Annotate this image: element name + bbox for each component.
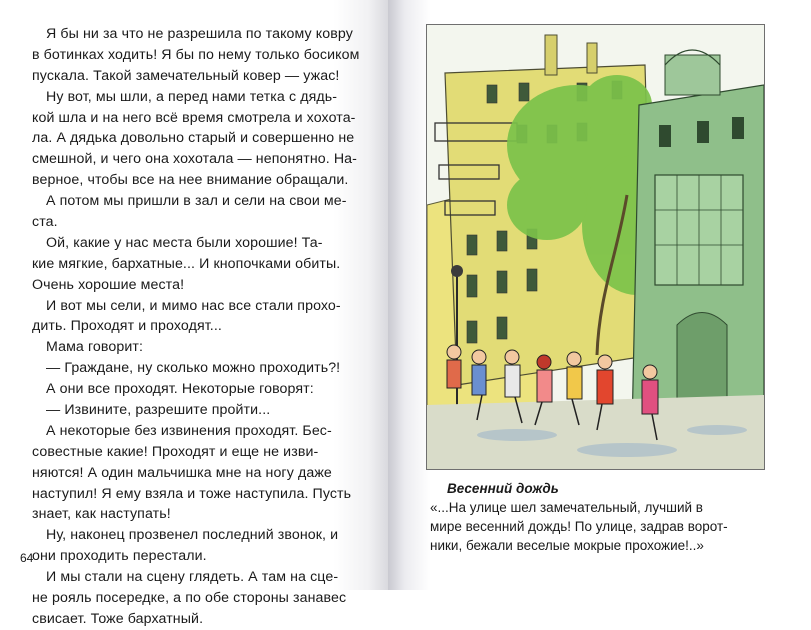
street-scene-drawing [427, 25, 764, 469]
text-line: Очень хорошие места! [32, 276, 185, 293]
text-line: кой шла и на него всё время смотрела и хохота- [32, 109, 356, 126]
text-line: не рояль посередке, а по обе стороны занавес [32, 590, 347, 607]
caption-title: Весенний дождь [447, 481, 559, 496]
caption-quote [430, 498, 770, 555]
text-line: — Граждане, ну сколько можно проходить?! [46, 360, 341, 377]
text-line: знает, как наступать! [32, 506, 171, 523]
text-line: верное, чтобы все на нее внимание обращали. [32, 172, 349, 189]
story-text [32, 24, 360, 630]
text-line: И вот мы сели, и мимо нас все стали прохо- [46, 297, 341, 314]
text-line: пускала. Такой замечательный ковер — ужас! [32, 67, 340, 84]
caption-line: мире весенний дождь! По улице, задрав ворот- [430, 519, 728, 534]
text-line: наступил! Я ему взяла и тоже наступила. Пусть [32, 485, 352, 502]
page-number: 64 [20, 551, 34, 565]
text-line: Мама говорит: [46, 339, 144, 356]
text-line: А они все проходят. Некоторые говорят: [46, 381, 314, 398]
caption-line: «...На улице шел замечательный, лучший в [430, 500, 703, 515]
text-line: А некоторые без извинения проходят. Бес- [46, 422, 332, 439]
text-line: А потом мы пришли в зал и сели на свои ме- [46, 193, 347, 210]
caption-line: ники, бежали веселые мокрые прохожие!..» [430, 538, 704, 553]
text-line: — Извините, разрешите пройти... [46, 402, 271, 419]
text-line: в ботинках ходить! Я бы по нему только босиком [32, 46, 360, 63]
left-page [0, 0, 388, 627]
text-line: няются! А один мальчишка мне на ногу даже [32, 464, 332, 481]
text-line: кие мягкие, бархатные... И кнопочками обиты. [32, 255, 341, 272]
text-line: дить. Проходят и проходят... [32, 318, 222, 335]
text-line: Ой, какие у нас места были хорошие! Та- [46, 234, 323, 251]
text-line: совестные какие! Проходят и еще не изви- [32, 443, 319, 460]
text-line: И мы стали на сцену глядеть. А там на сце- [46, 569, 339, 586]
text-line: Ну вот, мы шли, а перед нами тетка с дядь- [46, 88, 338, 105]
text-line: смешной, и чего она хохотала — непонятно. На- [32, 151, 357, 168]
text-line: ла. А дядька довольно старый и совершенно не [32, 130, 355, 147]
text-line: они проходить перестали. [32, 548, 207, 565]
text-line: свисает. Тоже бархатный. [32, 610, 204, 627]
text-line: Ну, наконец прозвенел последний звонок, и [46, 527, 339, 544]
text-line: Я бы ни за что не разрешила по такому ковру [46, 26, 353, 42]
spring-rain-illustration [426, 24, 765, 470]
text-line: ста. [32, 214, 58, 231]
